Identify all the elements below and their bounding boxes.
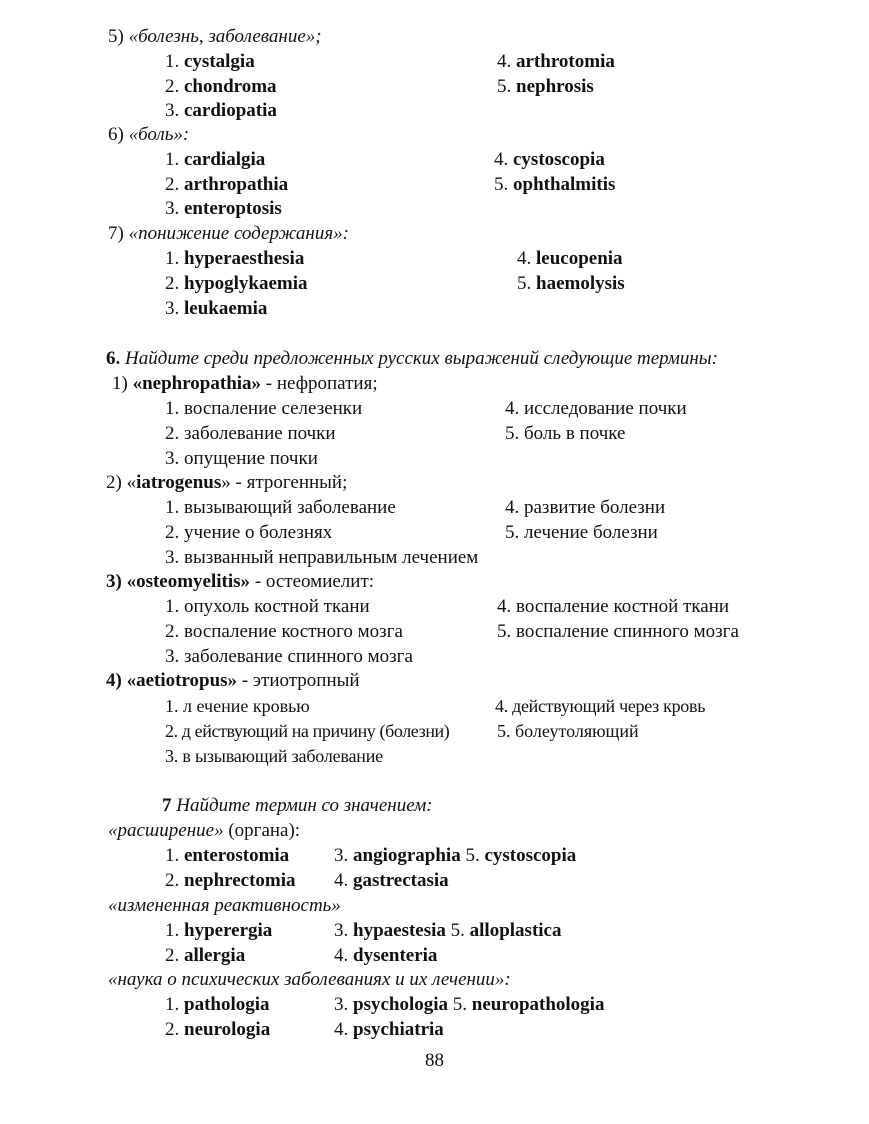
- option-3: 3. в ызывающий заболевание: [165, 746, 383, 766]
- option-4: 4. cystoscopia: [494, 149, 605, 170]
- option-4: 4. развитие болезни: [505, 497, 666, 518]
- option-5: 5. воспаление спинного мозга: [497, 621, 739, 642]
- option-3: 3. leukaemia: [165, 298, 268, 319]
- option-2: 2. hypoglykaemia: [165, 273, 308, 294]
- option-3: 3. enteroptosis: [165, 198, 282, 219]
- option-3: 3. cardiopatia: [165, 100, 277, 121]
- option-row-2-mid: 4. psychiatria: [334, 1019, 444, 1040]
- option-2: 2. chondroma: [165, 76, 277, 97]
- option-1: 1. вызывающий заболевание: [165, 497, 396, 518]
- question-6-4: 4) «aetiotropus» - этиотропный: [106, 670, 360, 691]
- option-2: 2. учение о болезнях: [165, 522, 333, 543]
- option-4: 4. leucopenia: [517, 248, 623, 269]
- question-6-1: 1) «nephropathia» - нефропатия;: [112, 373, 378, 394]
- question-6-2: 2) «iatrogenus» - ятрогенный;: [106, 472, 348, 493]
- option-row-2: 2. allergia: [165, 945, 246, 966]
- option-2: 2. заболевание почки: [165, 423, 336, 444]
- option-row-1-mid: 3. psychologia 5. neuropathologia: [334, 994, 605, 1015]
- option-5: 5. nephrosis: [497, 76, 594, 97]
- option-row-2-mid: 4. gastrectasia: [334, 870, 449, 891]
- option-row-1: 1. pathologia: [165, 994, 270, 1015]
- question-7-1-heading: «расширение» (органа):: [108, 820, 301, 841]
- option-1: 1. cardialgia: [165, 149, 266, 170]
- option-row-1: 1. hyperergia: [165, 920, 273, 941]
- subsection-6-heading: 6) «боль»:: [108, 124, 190, 145]
- option-3: 3. опущение почки: [165, 448, 318, 469]
- option-row-2-mid: 4. dysenteria: [334, 945, 438, 966]
- option-1: 1. cystalgia: [165, 51, 255, 72]
- option-1: 1. л ечение кровью: [165, 696, 310, 716]
- option-2: 2. д ействующий на причину (болезни): [165, 721, 450, 741]
- option-row-2: 2. nephrectomia: [165, 870, 296, 891]
- option-row-1-mid: 3. angiographia 5. cystoscopia: [334, 845, 577, 866]
- option-1: 1. воспаление селезенки: [165, 398, 363, 419]
- question-6-3: 3) «osteomyelitis» - остеомиелит:: [106, 571, 375, 592]
- option-1: 1. опухоль костной ткани: [165, 596, 370, 617]
- option-5: 5. haemolysis: [517, 273, 625, 294]
- option-4: 4. действующий через кровь: [495, 696, 706, 716]
- option-5: 5. лечение болезни: [505, 522, 658, 543]
- question-7-2-heading: «измененная реактивность»: [108, 895, 341, 916]
- question-7-heading: 7 Найдите термин со значением:: [162, 795, 433, 816]
- option-3: 3. заболевание спинного мозга: [165, 646, 413, 667]
- option-5: 5. болеутоляющий: [497, 721, 639, 741]
- option-row-1-mid: 3. hypaestesia 5. alloplastica: [334, 920, 562, 941]
- option-4: 4. исследование почки: [505, 398, 687, 419]
- option-5: 5. боль в почке: [505, 423, 626, 444]
- option-3: 3. вызванный неправильным лечением: [165, 547, 479, 568]
- option-1: 1. hyperaesthesia: [165, 248, 305, 269]
- option-row-1: 1. enterostomia: [165, 845, 290, 866]
- option-4: 4. arthrotomia: [497, 51, 615, 72]
- subsection-5-heading: 5) «болезнь, заболевание»;: [108, 26, 322, 47]
- question-6-heading: 6. Найдите среди предложенных русских выражений следующие термины:: [106, 348, 718, 369]
- option-row-2: 2. neurologia: [165, 1019, 271, 1040]
- option-5: 5. ophthalmitis: [494, 174, 616, 195]
- subsection-7-heading: 7) «понижение содержания»:: [108, 223, 349, 244]
- page-number: 88: [425, 1050, 444, 1071]
- question-7-3-heading: «наука о психических заболеваниях и их лечении»:: [108, 969, 511, 990]
- option-2: 2. воспаление костного мозга: [165, 621, 403, 642]
- option-4: 4. воспаление костной ткани: [497, 596, 730, 617]
- option-2: 2. arthropathia: [165, 174, 289, 195]
